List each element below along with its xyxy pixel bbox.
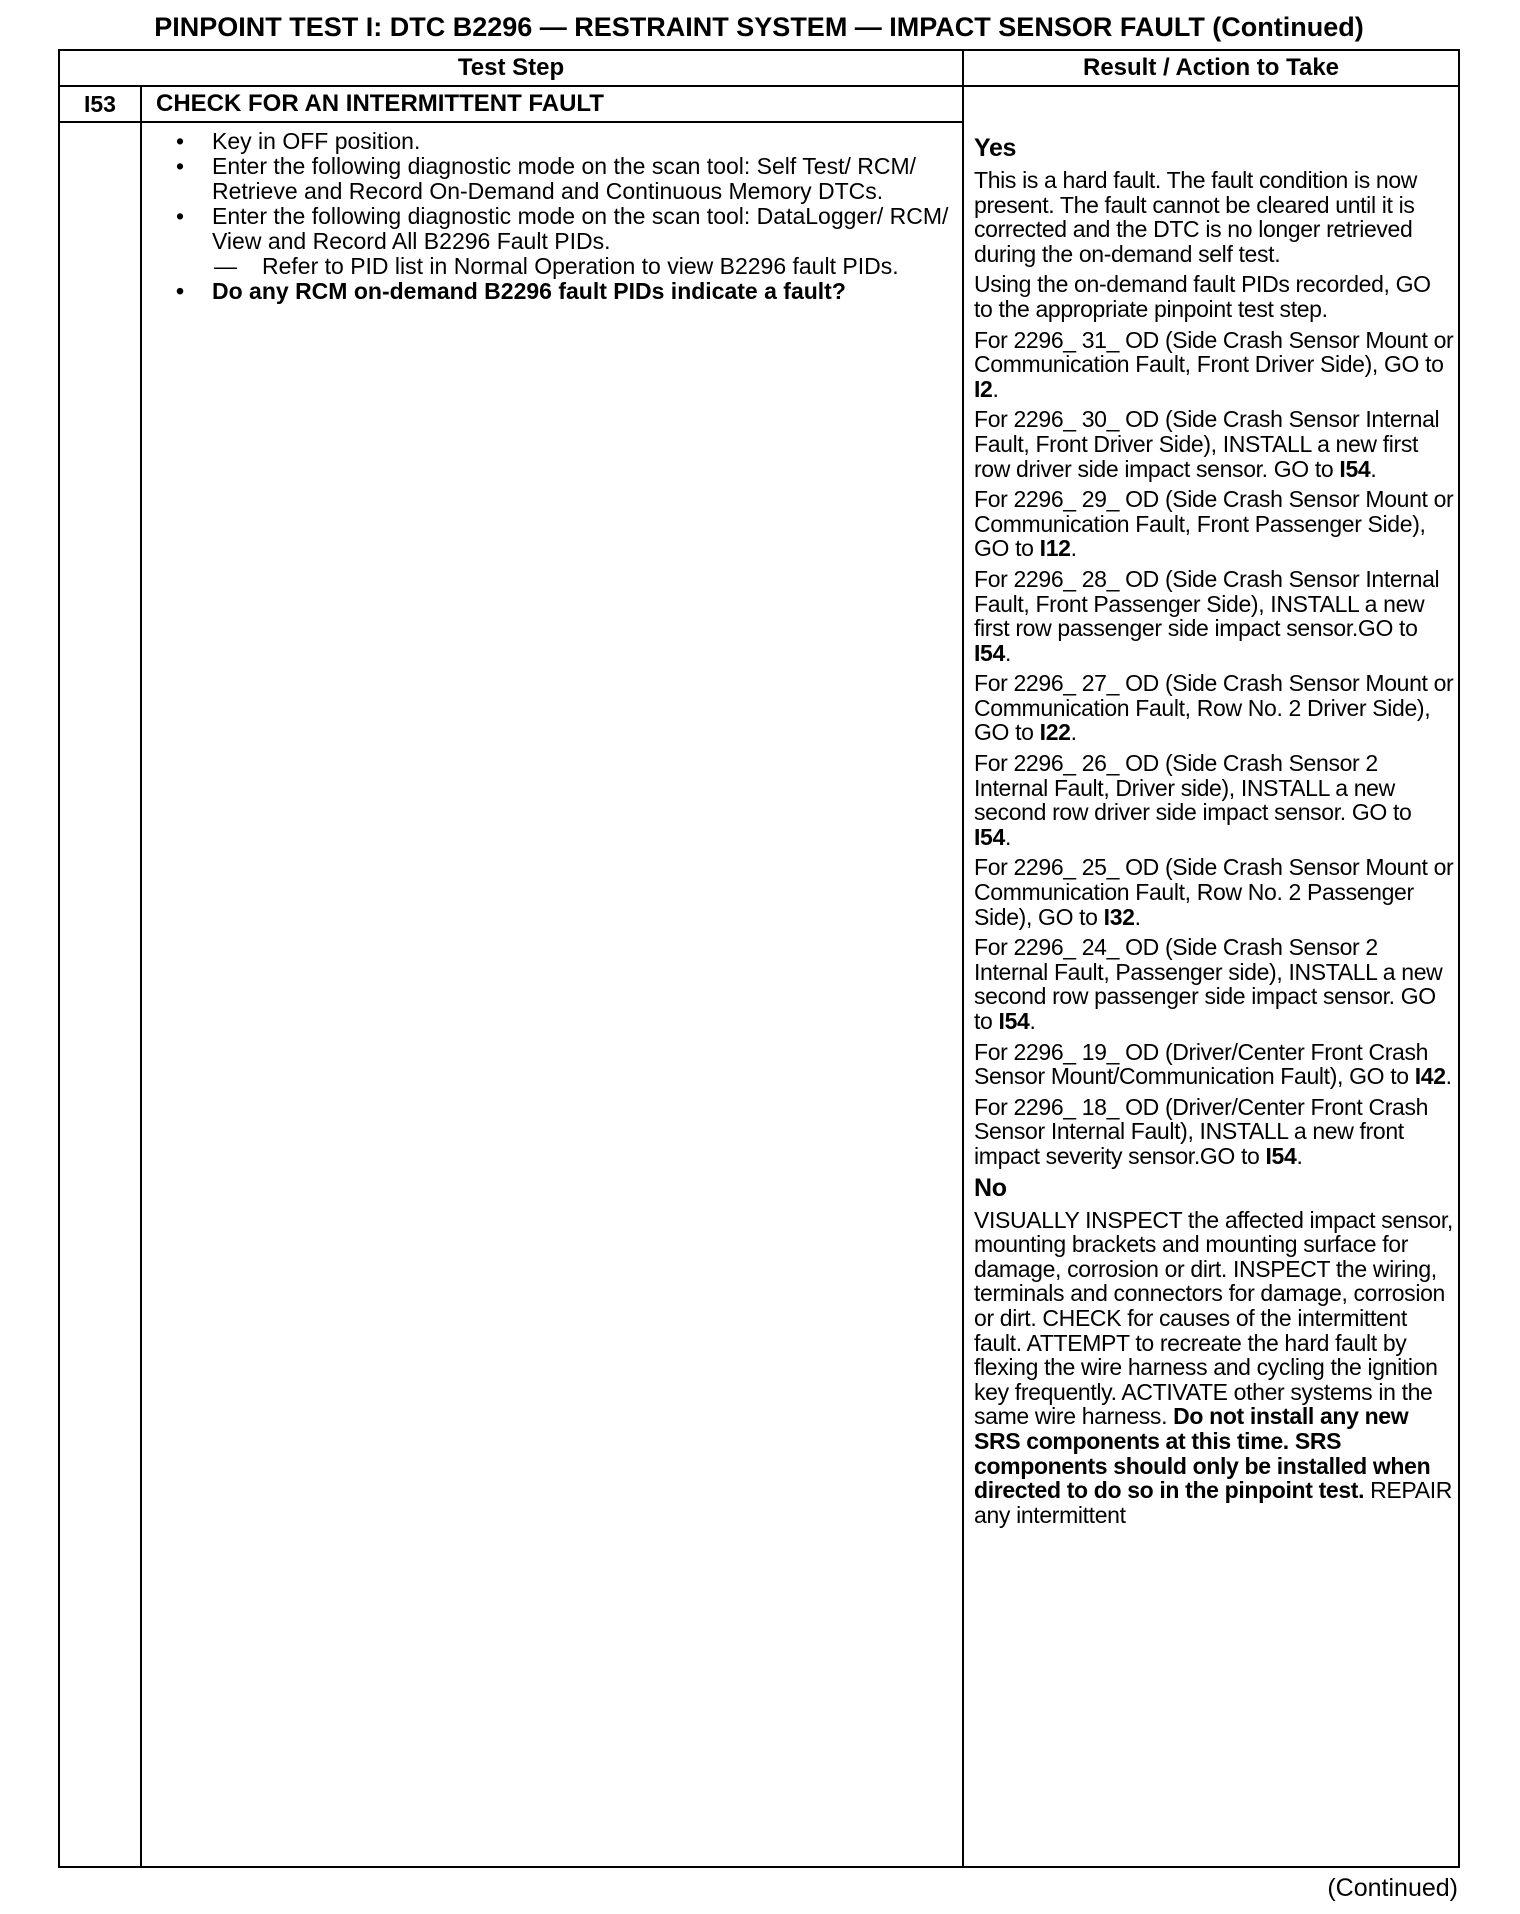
goto-link-31[interactable]: I2 — [974, 375, 993, 402]
period: . — [1029, 1008, 1036, 1034]
page-title: PINPOINT TEST I: DTC B2296 — RESTRAINT SYSTEM — IMPACT SENSOR FAULT (Continued) — [154, 12, 1364, 42]
using-pids-text: Using the on-demand fault PIDs recorded, GO to the appropriate pinpoint test step. — [974, 271, 1431, 322]
period: . — [1004, 639, 1011, 666]
result-text-28: For 2296_ 28_ OD (Side Crash Sensor Internal Fault, Front Passenger Side), INSTALL a new first row passenger side impact sensor.GO to — [974, 565, 1440, 642]
goto-link-25[interactable]: I32 — [1103, 903, 1135, 930]
step-title-row — [60, 87, 962, 123]
goto-link-30[interactable]: I54 — [1339, 455, 1371, 482]
result-text-30: For 2296_ 30_ OD (Side Crash Sensor Internal Fault, Front Driver Side), INSTALL a new first row driver side impact sensor. GO to — [974, 406, 1440, 482]
step-bullet-question: • Do any RCM on-demand B2296 fault PIDs indicate a fault? — [168, 279, 956, 304]
goto-link-24[interactable]: I54 — [998, 1008, 1030, 1034]
continued-footer: (Continued) — [1327, 1874, 1458, 1902]
result-item-31 — [974, 328, 1454, 402]
no-text — [974, 1208, 1454, 1528]
yes-text: This is a hard fault. The fault condition is now present. The fault cannot be cleared until it is corrected and the DTC is no longer retrieved during the on-demand self test. — [974, 167, 1418, 267]
result-item-19 — [974, 1040, 1454, 1089]
result-action-column — [974, 129, 1454, 1533]
goto-link-28[interactable]: I54 — [974, 639, 1005, 666]
result-text-29: For 2296_ 29_ OD (Side Crash Sensor Mount or Communication Fault, Front Passenger Side), GO to — [974, 486, 1454, 562]
column-divider — [962, 51, 964, 1866]
period: . — [1296, 1142, 1303, 1169]
result-text-31: For 2296_ 31_ OD (Side Crash Sensor Mount or Communication Fault, Front Driver Side), GO to — [974, 326, 1454, 378]
step-title: CHECK FOR AN INTERMITTENT FAULT — [156, 90, 604, 117]
goto-link-26[interactable]: I54 — [974, 823, 1005, 850]
pinpoint-test-table — [58, 49, 1460, 1868]
result-item-29 — [974, 487, 1454, 561]
period: . — [1004, 823, 1011, 850]
result-text-25: For 2296_ 25_ OD (Side Crash Sensor Mount or Communication Fault, Row No. 2 Passenger Side), GO to — [974, 854, 1454, 930]
no-repair-text: REPAIR any intermittent — [974, 1477, 1452, 1528]
result-item-27 — [974, 671, 1454, 745]
result-item-25 — [974, 855, 1454, 929]
result-text-27: For 2296_ 27_ OD (Side Crash Sensor Mount or Communication Fault, Row No. 2 Driver Side), GO to — [974, 670, 1454, 746]
header-result-action: Result / Action to Take — [1082, 54, 1340, 81]
header-test-step: Test Step — [457, 54, 565, 81]
period: . — [1070, 719, 1077, 746]
period: . — [992, 375, 999, 402]
period: . — [1134, 903, 1141, 930]
result-text-19: For 2296_ 19_ OD (Driver/Center Front Crash Sensor Mount/Communication Fault), GO to — [974, 1038, 1429, 1090]
step-bullet-key-off: • Key in OFF position. — [168, 129, 956, 154]
result-text-18: For 2296_ 18_ OD (Driver/Center Front Crash Sensor Internal Fault), INSTALL a new front impact severity sensor.GO to — [974, 1093, 1429, 1169]
step-sub-bullet-pid-list: — Refer to PID list in Normal Operation to view B2296 fault PIDs. — [168, 254, 956, 279]
goto-link-27[interactable]: I22 — [1039, 719, 1071, 746]
period: . — [1445, 1063, 1452, 1090]
no-label: No — [974, 1173, 1007, 1202]
period: . — [1070, 535, 1077, 562]
period: . — [1370, 455, 1377, 482]
result-item-28 — [974, 567, 1454, 665]
step-bullet-self-test: • Enter the following diagnostic mode on the scan tool: Self Test/ RCM/ Retrieve and Record On-Demand and Continuous Memory DTCs. — [168, 154, 956, 204]
result-text-26: For 2296_ 26_ OD (Side Crash Sensor 2 Internal Fault, Driver side), INSTALL a new second row driver side impact sensor. GO to — [974, 750, 1412, 826]
test-step-list — [168, 129, 956, 304]
result-item-26 — [974, 751, 1454, 849]
step-number: I53 — [60, 87, 142, 121]
result-item-30 — [974, 407, 1454, 481]
goto-link-18[interactable]: I54 — [1265, 1142, 1297, 1169]
goto-link-29[interactable]: I12 — [1039, 535, 1071, 562]
result-text-24: For 2296_ 24_ OD (Side Crash Sensor 2 Internal Fault, Passenger side), INSTALL a new second row passenger side impact sensor. GO to — [974, 934, 1443, 1034]
table-header-row — [60, 51, 1458, 87]
result-item-18 — [974, 1095, 1454, 1169]
step-bullet-datalogger: • Enter the following diagnostic mode on the scan tool: DataLogger/ RCM/ View and Record All B2296 Fault PIDs. — [168, 204, 956, 254]
no-instructions: VISUALLY INSPECT the affected impact sensor, mounting brackets and mounting surface for damage, corrosion or dirt. INSPECT the wiring, terminals and connectors for damage, corrosion or dirt. CHECK for causes of the intermittent fault. ATTEMPT to recreate the hard fault by flexing the wire harness and cycling the ignition key frequently. ACTIVATE other systems in the same wire harness. — [974, 1206, 1453, 1430]
goto-link-19[interactable]: I42 — [1414, 1063, 1446, 1090]
yes-label: Yes — [974, 134, 1017, 162]
step-number-column-line — [140, 123, 142, 1866]
result-item-24 — [974, 935, 1454, 1033]
srs-warning: Do not install any new SRS components at this time. SRS components should only be installed when directed to do so in the pinpoint test. — [974, 1403, 1431, 1504]
